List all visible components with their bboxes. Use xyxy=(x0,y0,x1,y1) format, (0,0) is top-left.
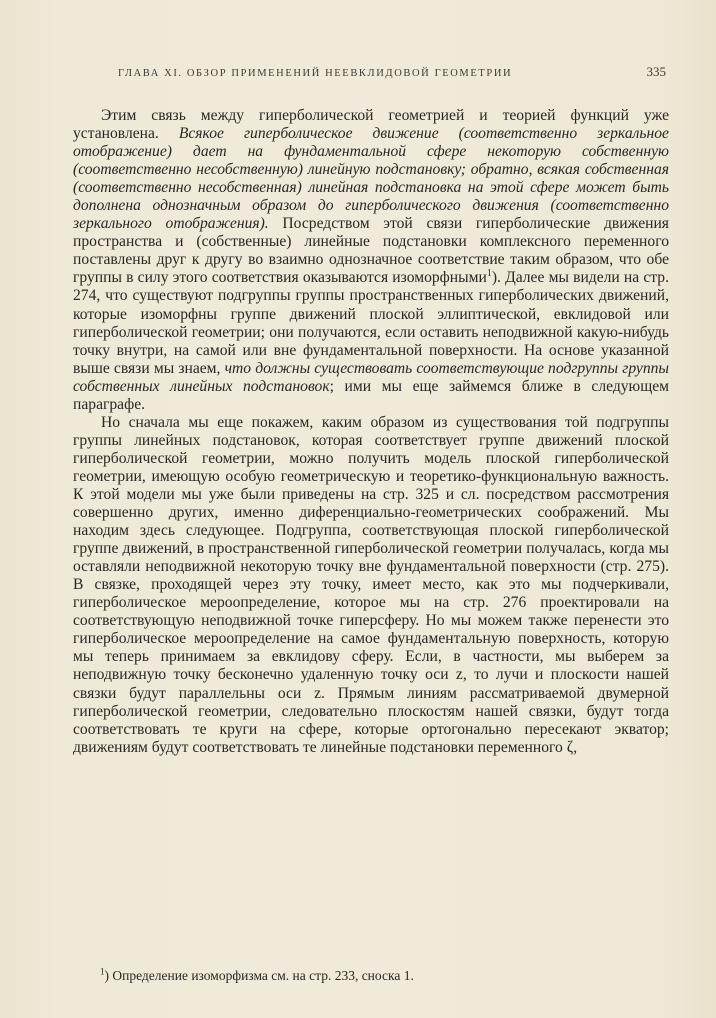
text-run: Этим связь между гиперболической геометрией и теорией функций уже установлена. xyxy=(73,107,669,143)
italic-theorem: Всякое гиперболическое движение (соответственно зеркальное отображение) дает на фундаментальной сфере некоторую собственную (соответственно несобственную) линейную подстановку; обратно, всякая собственная (соответственно несобственная) линейная подстановка на этой сфере может быть дополнена однозначным образом до гиперболического движения (соответственно зеркального отображения). xyxy=(73,125,669,233)
footnote xyxy=(100,967,660,984)
italic-text: что должны существовать соответствующие подгруппы группы собственных линейных подстановок xyxy=(73,359,669,395)
paragraph xyxy=(73,107,669,414)
text-run: Посредством этой связи гиперболические движения пространства и (собственные) линейные подстановки комплексного переменного поставлены друг к другу во взаимно однозначное соответствие таким образом, что обе группы в силу этого соответствия оказываются изоморфными xyxy=(73,215,669,287)
page-number: 335 xyxy=(646,64,666,79)
paragraph: Но сначала мы еще покажем, каким образом из существования той подгруппы группы линейных подстановок, которая соответствует группе движений плоской гиперболической геометрии, можно получить модель плоской гиперболической геометрии, имеющую особую геометрическую и теоретико-функциональную важность. К этой модели мы уже были приведены на стр. 325 и сл. посредством рассмотрения совершенно других, именно диференциально-геометрических соображений. Мы находим здесь следующее. Подгруппа, соответствующая плоской гиперболической группе движений, в пространственной гиперболической геометрии получалась, когда мы оставляли неподвижной некоторую точку вне фундаментальной поверхности (стр. 275). В связке, проходящей через эту точку, имеет место, как это мы подчеркивали, гиперболическое мероопределение, которое мы на стр. 276 проектировали на соответствующую неподвижной точке гиперсферу. Но мы можем также перенести это гиперболическое мероопределение на самое фундаментальную поверхность, которую мы теперь принимаем за евклидову сферу. Если, в частности, мы выберем за неподвижную точку бесконечно удаленную точку оси z, то лучи и плоскости нашей связки будут параллельны оси z. Прямым линиям рассматриваемой двумерной гиперболической геометрии, следовательно плоскостям нашей связки, будут тогда соответствовать те круги на сфере, которые ортогонально пересекают экватор; движениям будут соответствовать те линейные подстановки переменного ζ, xyxy=(73,413,669,756)
running-header xyxy=(118,64,666,84)
main-text xyxy=(73,107,669,757)
text-run: ; ими мы еще займемся ближе в следующем параграфе. xyxy=(73,377,670,413)
chapter-title: ГЛАВА XI. ОБЗОР ПРИМЕНЕНИЙ НЕЕВКЛИДОВОЙ ГЕОМЕТРИИ xyxy=(118,68,513,79)
text-run: ). Далее мы видели на стр. 274, что существуют подгруппы группы пространственных гиперболических движений, которые изоморфны группе движений плоской эллиптической, евклидовой или гиперболической геометрии; они получаются, если оставить неподвижной какую-нибудь точку внутри, на самой или вне фундаментальной поверхности. На основе указанной выше связи мы знаем, xyxy=(73,269,669,377)
footnote-mark: 1 xyxy=(100,966,105,977)
footnote-reference: 1 xyxy=(486,268,492,280)
footnote-text: ) Определение изоморфизма см. на стр. 233, сноска 1. xyxy=(104,968,414,983)
